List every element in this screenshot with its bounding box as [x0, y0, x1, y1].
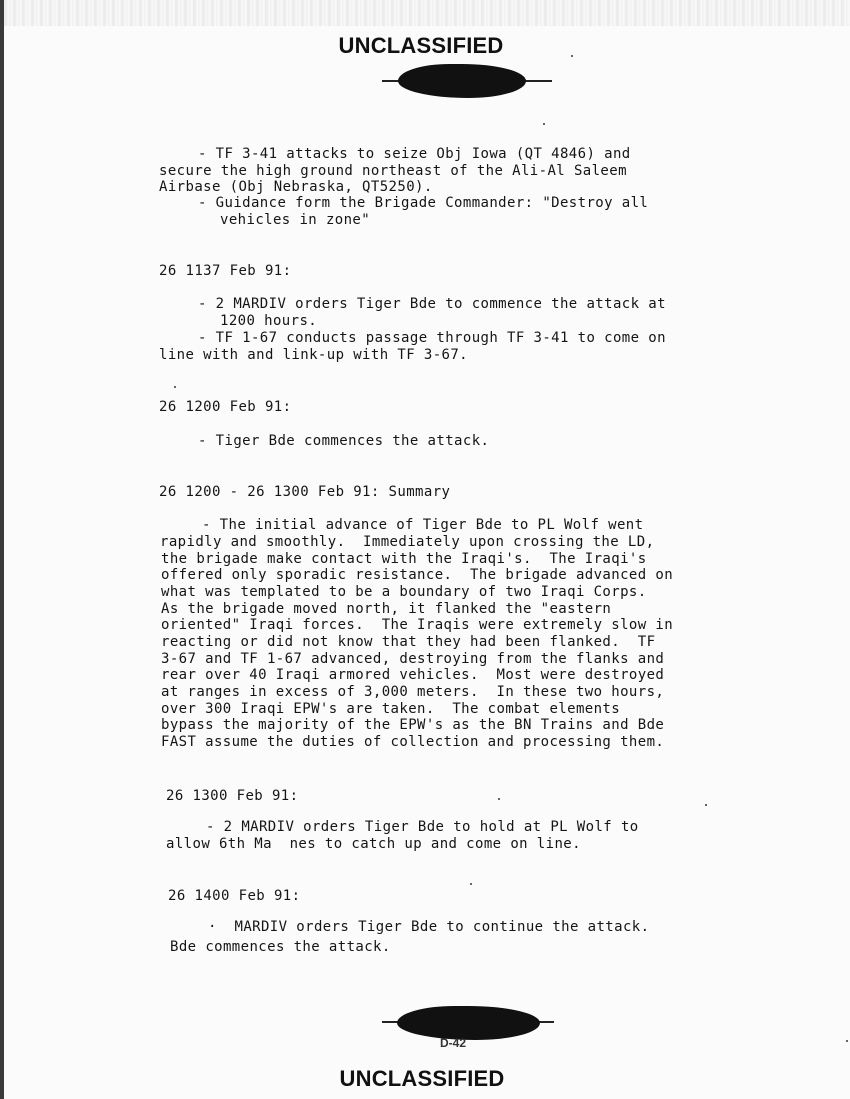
redaction-mark-bottom: [397, 1006, 540, 1040]
text-line: rapidly and smoothly. Immediately upon crossing the LD,: [160, 534, 655, 550]
text-line: - 2 MARDIV orders Tiger Bde to commence the attack at: [198, 296, 666, 312]
text-line: oriented" Iraqi forces. The Iraqis were extremely slow in: [161, 617, 674, 633]
text-line: secure the high ground northeast of the Ali-Al Saleem: [159, 163, 627, 179]
text-line: Airbase (Obj Nebraska, QT5250).: [159, 179, 433, 195]
text-line: 26 1200 - 26 1300 Feb 91: Summary: [159, 484, 451, 500]
scan-speck: [498, 798, 500, 800]
scan-speck: [543, 123, 545, 125]
text-line: 26 1200 Feb 91:: [159, 399, 292, 415]
text-line: Bde commences the attack.: [170, 939, 391, 955]
text-line: As the brigade moved north, it flanked the "eastern: [161, 601, 612, 617]
text-line: · MARDIV orders Tiger Bde to continue the attack.: [208, 919, 650, 935]
scan-noise-band: [0, 0, 850, 26]
text-line: at ranges in excess of 3,000 meters. In these two hours,: [161, 684, 665, 700]
text-line: - Guidance form the Brigade Commander: "Destroy all: [198, 195, 649, 211]
scan-speck: [705, 804, 707, 806]
scan-left-edge: [0, 0, 4, 1099]
scan-speck: [470, 883, 472, 885]
text-line: - The initial advance of Tiger Bde to PL Wolf went: [202, 517, 644, 533]
text-line: over 300 Iraqi EPW's are taken. The combat elements: [161, 701, 621, 717]
text-line: reacting or did not know that they had been flanked. TF: [161, 634, 656, 650]
text-line: - Tiger Bde commences the attack.: [198, 433, 490, 449]
scan-speck: [571, 55, 573, 57]
text-line: bypass the majority of the EPW's as the BN Trains and Bde: [161, 717, 665, 733]
text-line: allow 6th Ma nes to catch up and come on line.: [166, 836, 581, 852]
text-line: 3-67 and TF 1-67 advanced, destroying from the flanks and: [161, 651, 665, 667]
scan-speck: [846, 1040, 848, 1042]
text-line: what was templated to be a boundary of two Iraqi Corps.: [161, 584, 647, 600]
scan-speck: [174, 386, 176, 388]
text-line: 26 1400 Feb 91:: [168, 888, 301, 904]
text-line: - TF 3-41 attacks to seize Obj Iowa (QT 4846) and: [198, 146, 631, 162]
classification-footer: UNCLASSIFIED: [339, 1066, 505, 1091]
text-line: 26 1137 Feb 91:: [159, 263, 292, 279]
text-line: the brigade make contact with the Iraqi's. The Iraqi's: [161, 551, 647, 567]
page-number: D-42: [440, 1036, 467, 1050]
text-line: 26 1300 Feb 91:: [166, 788, 299, 804]
text-line: offered only sporadic resistance. The brigade advanced on: [161, 567, 674, 583]
redaction-mark-top: [398, 64, 526, 98]
classification-header: UNCLASSIFIED: [338, 33, 504, 58]
text-line: rear over 40 Iraqi armored vehicles. Most were destroyed: [161, 667, 665, 683]
text-line: - 2 MARDIV orders Tiger Bde to hold at PL Wolf to: [206, 819, 639, 835]
text-line: - TF 1-67 conducts passage through TF 3-41 to come on: [198, 330, 666, 346]
text-line: FAST assume the duties of collection and processing them.: [161, 734, 665, 750]
text-line: line with and link-up with TF 3-67.: [159, 347, 469, 363]
text-line: 1200 hours.: [220, 313, 318, 329]
text-line: vehicles in zone": [220, 212, 371, 228]
